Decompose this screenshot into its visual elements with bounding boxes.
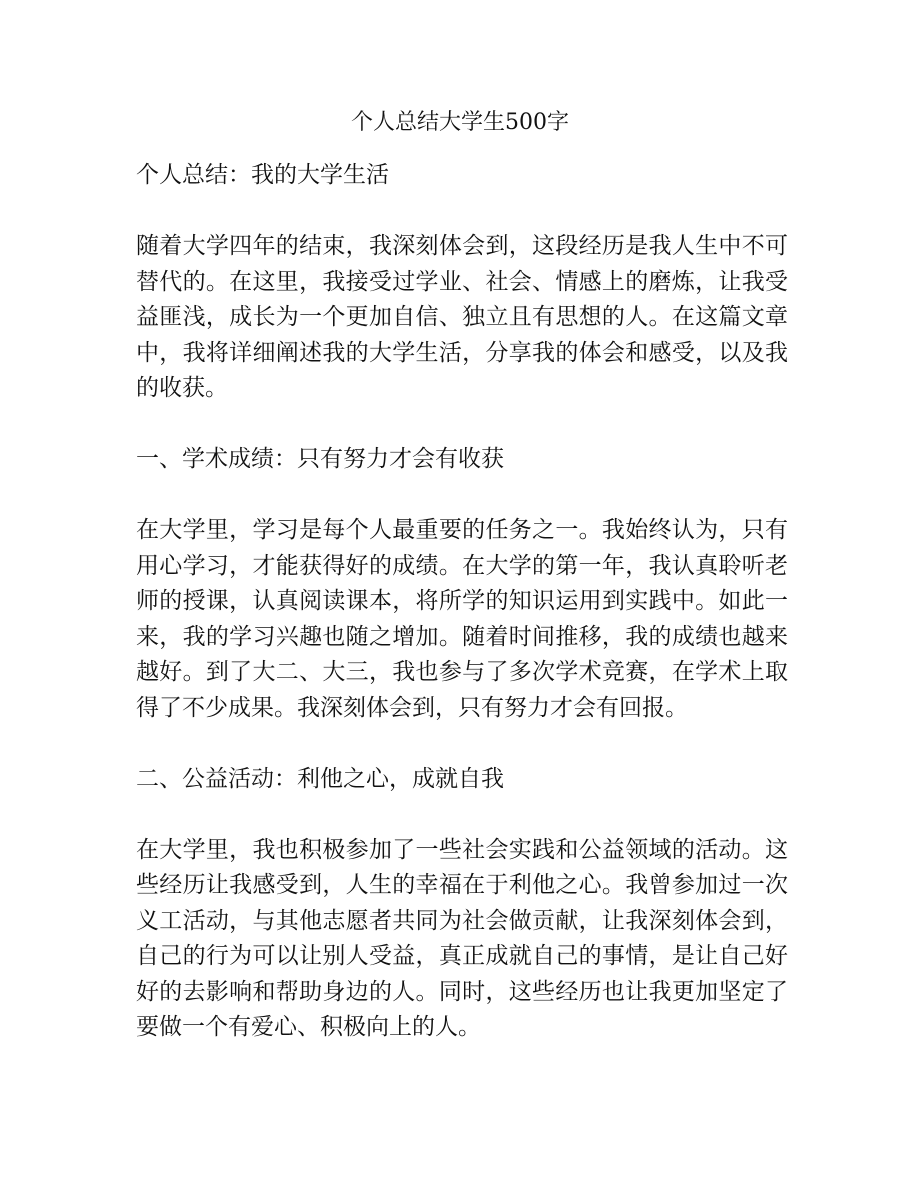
intro-paragraph: 随着大学四年的结束，我深刻体会到，这段经历是我人生中不可替代的。在这里，我接受过学业、社会、情感上的磨炼，让我受益匪浅，成长为一个更加自信、独立且有思想的人。在这篇文章中，我将详细阐述我的大学生活，分享我的体会和感受，以及我的收获。 [136, 233, 788, 401]
document-title: 个人总结大学生500字 [351, 110, 569, 135]
section-body-charity: 在大学里，我也积极参加了一些社会实践和公益领域的活动。这些经历让我感受到，人生的幸福在于利他之心。我曾参加过一次义工活动，与其他志愿者共同为社会做贡献，让我深刻体会到，自己的行为可以让别人受益，真正成就自己的事情，是让自己好好的去影响和帮助身边的人。同时，这些经历也让我更加坚定了要做一个有爱心、积极向上的人。 [136, 836, 788, 1040]
section-heading-charity: 二、公益活动：利他之心，成就自我 [136, 765, 504, 792]
section-body-academics: 在大学里，学习是每个人最重要的任务之一。我始终认为，只有用心学习，才能获得好的成绩。在大学的第一年，我认真聆听老师的授课，认真阅读课本，将所学的知识运用到实践中。如此一来，我的学习兴趣也随之增加。随着时间推移，我的成绩也越来越好。到了大二、大三，我也参与了多次学术竞赛，在学术上取得了不少成果。我深刻体会到，只有努力才会有回报。 [136, 517, 788, 721]
section-heading-academics: 一、学术成绩：只有努力才会有收获 [136, 446, 504, 472]
document-subtitle: 个人总结：我的大学生活 [136, 162, 389, 188]
document-body [136, 158, 788, 1081]
